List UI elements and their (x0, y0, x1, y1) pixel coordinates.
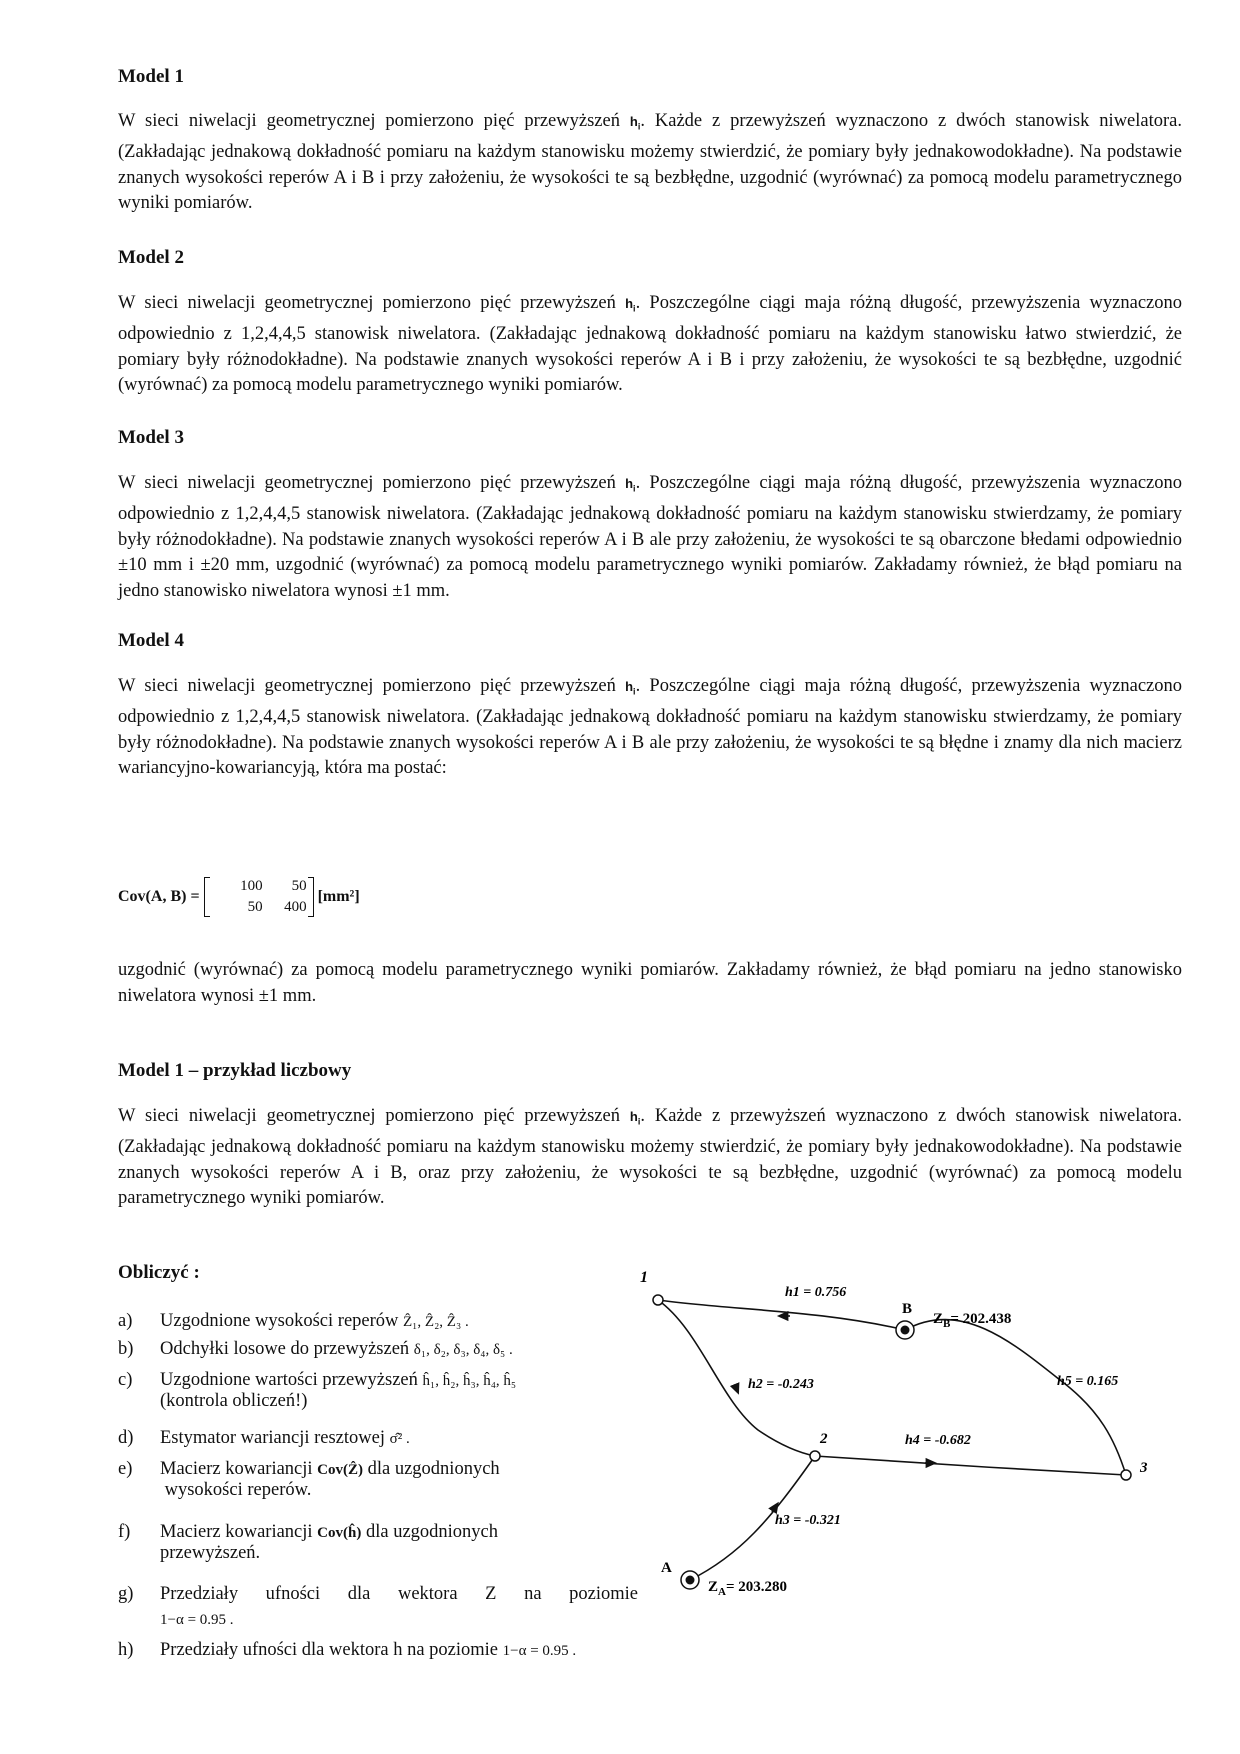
example-paragraph: W sieci niwelacji geometrycznej pomierzono pięć przewyższeń $h_i$. Każde z przewyższeń wyznaczono z dwóch stanowisk niwelatora. (Zakładając jednakową dokładność pomiaru na każdym stanowisku możemy stwierdzić, że pomiary były jednakowodokładne). Na podstawie znanych wysokości reperów A i B, oraz przy założeniu, że wysokości te są bezbłędne, uzgodnić (wyrównać) za pomocą modelu parametrycznego wyniki pomiarów. (118, 1106, 1183, 1209)
model4-heading: Model 4 (118, 630, 184, 651)
edge-h1 (658, 1300, 905, 1330)
node-3 (1121, 1470, 1131, 1480)
hi-symbol: $h_i$ (629, 1109, 641, 1127)
h4-label: h4 = -0.682 (905, 1433, 971, 1448)
covariance-matrix: 100 50 50 400 (204, 878, 314, 916)
model4-after-paragraph: uzgodnić (wyrównać) za pomocą modelu parametrycznego wyniki pomiarów. Zakładamy również, że błąd pomiaru na jedno stanowisko niwelatora wynosi ±1 mm. (118, 960, 1182, 1006)
matrix-label: Cov(A, B) = (118, 888, 200, 905)
model3-paragraph: W sieci niwelacji geometrycznej pomierzono pięć przewyższeń $h_i$. Poszczególne ciągi maja różną długość, przewyższenia wyznaczono odpowiednio z 1,2,4,4,5 stanowisk niwelatora. (Zakładając jednakową dokładność pomiaru na każdym stanowisku stwierdzamy, że pomiary były różnodokładne). Na podstawie znanych wysokości reperów A i B ale przy założeniu, że wysokości te są obarczone błedami odpowiednio ±10 mm i ±20 mm, uzgodnić (wyrównać) za pomocą modelu parametrycznego wyniki pomiarów. Zakładamy również, że błąd pomiaru na jedno stanowisko niwelatora wynosi ±1 mm. (118, 473, 1183, 601)
hi-symbol: $h_i$ (629, 114, 641, 132)
label-3: 3 (1140, 1460, 1148, 1476)
h3-label: h3 = -0.321 (775, 1513, 841, 1528)
zB-label: $Z_B= 202.438$ (933, 1311, 1012, 1330)
hi-symbol: $h_i$ (625, 679, 636, 697)
node-2 (810, 1451, 820, 1461)
model2-paragraph: W sieci niwelacji geometrycznej pomierzono pięć przewyższeń $h_i$. Poszczególne ciągi maja różną długość, przewyższenia wyznaczono odpowiednio z 1,2,4,4,5 stanowisk niwelatora. (Zakładając jednakową dokładność pomiaru na każdym stanowisku łatwo stwierdzić, że pomiary były różnodokładne). Na podstawie znanych wysokości reperów A i B i przy założeniu, że wysokości te są bezbłędne, uzgodnić (wyrównać) za pomocą modelu parametrycznego wyniki pomiarów. (118, 293, 1183, 396)
node-1 (653, 1295, 663, 1305)
node-A-dot (686, 1576, 695, 1585)
h5-label: h5 = 0.165 (1057, 1374, 1119, 1389)
hi-symbol: $h_i$ (625, 476, 636, 494)
edge-h4 (815, 1456, 1126, 1475)
label-A: A (661, 1560, 672, 1576)
edge-h5 (905, 1320, 1126, 1475)
hi-symbol: $h_i$ (625, 296, 636, 314)
matrix-unit: [mm²] (317, 888, 360, 905)
model1-heading: Model 1 (118, 66, 184, 87)
label-B: B (902, 1301, 913, 1317)
label-2: 2 (820, 1431, 828, 1447)
h2-label: h2 = -0.243 (748, 1377, 814, 1392)
h1-label: h1 = 0.756 (785, 1285, 847, 1300)
compute-heading: Obliczyć : (118, 1262, 200, 1283)
node-B-dot (901, 1326, 910, 1335)
label-1: 1 (640, 1269, 648, 1286)
model3-heading: Model 3 (118, 427, 184, 448)
example-heading: Model 1 – przykład liczbowy (118, 1060, 352, 1081)
model1-paragraph: W sieci niwelacji geometrycznej pomierzono pięć przewyższeń $h_i$. Każde z przewyższeń wyznaczono z dwóch stanowisk niwelatora. (Zakładając jednakową dokładność pomiaru na każdym stanowisku możemy stwierdzić, że pomiary były jednakowodokładne). Na podstawie znanych wysokości reperów A i B i przy założeniu, że wysokości te są bezbłędne, uzgodnić (wyrównać) za pomocą modelu parametrycznego wyniki pomiarów. (118, 111, 1183, 214)
model4-paragraph: W sieci niwelacji geometrycznej pomierzono pięć przewyższeń $h_i$. Poszczególne ciągi maja różną długość, przewyższenia wyznaczono odpowiednio z 1,2,4,4,5 stanowisk niwelatora. (Zakładając jednakową dokładność pomiaru na każdym stanowisku stwierdzamy, że pomiary były różnodokładne). Na podstawie znanych wysokości reperów A i B ale przy założeniu, że wysokości te są błędne i znamy dla nich macierz wariancyjno-kowariancyją, która ma postać: (118, 676, 1183, 779)
model2-heading: Model 2 (118, 247, 184, 268)
zA-label: $Z_A= 203.280$ (708, 1579, 788, 1598)
